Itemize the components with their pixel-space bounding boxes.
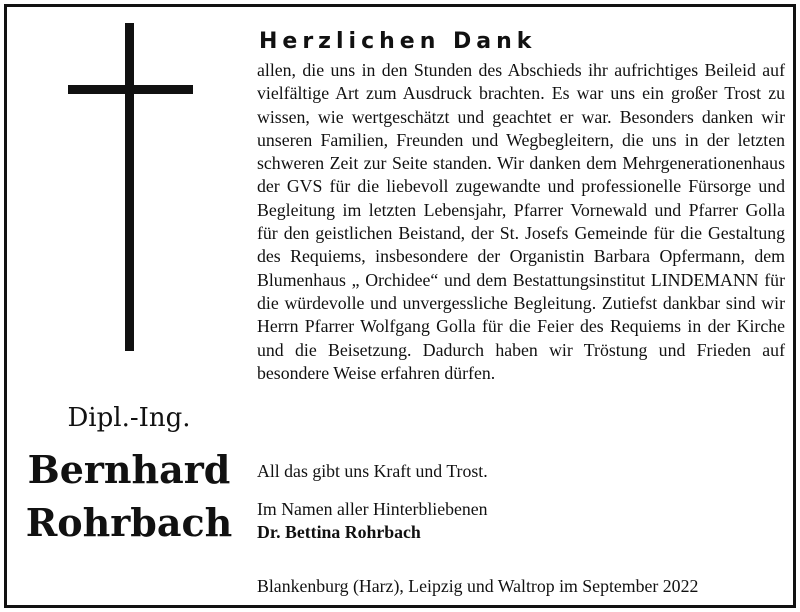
notice-frame <box>4 4 796 608</box>
cross-vertical-beam <box>125 23 134 351</box>
signer-name: Dr. Bettina Rohrbach <box>257 522 421 542</box>
on-behalf-line: Im Namen aller Hinterbliebenen <box>257 499 488 519</box>
deceased-title: Dipl.-Ing. <box>67 403 191 433</box>
deceased-last-name: Rohrbach <box>25 500 233 545</box>
notice-heading: Herzlichen Dank <box>259 29 537 54</box>
thanks-body-text: allen, die uns in den Stunden des Abschieds ihr aufrichtiges Beileid auf vielfältige Art zum Ausdruck brachten. Es war uns ein großer Trost zu wissen, wie wertgeschätzt und geachtet er war. Besonders danken wir unseren Familien, Freunden und Wegbegleitern, die uns in der letzten schweren Zeit zur Seite standen. Wir danken dem Mehrgenerationenhaus der GVS für die liebevoll zugewandte und professionelle Fürsorge und Begleitung im letzten Lebensjahr, Pfarrer Vornewald und Pfarrer Golla für den geistlichen Beistand, der St. Josefs Gemeinde für die Gestaltung des Requiems, insbesondere der Organistin Barbara Opfermann, dem Blumenhaus „ Orchidee“ und dem Bestattungsinstitut LINDEMANN für die würdevolle und unvergessliche Begleitung. Zutiefst dankbar sind wir Herrn Pfarrer Wolfgang Golla für die Feier des Requiems in der Kirche und die Beisetzung. Dadurch haben wir Tröstung und Frieden auf besondere Weise erfahren dürfen. <box>257 60 785 383</box>
place-and-date: Blankenburg (Harz), Leipzig und Waltrop im September 2022 <box>257 576 699 596</box>
closing-line: All das gibt uns Kraft und Trost. <box>257 461 488 481</box>
deceased-first-name: Bernhard <box>27 447 231 492</box>
cross-horizontal-beam <box>68 85 193 94</box>
